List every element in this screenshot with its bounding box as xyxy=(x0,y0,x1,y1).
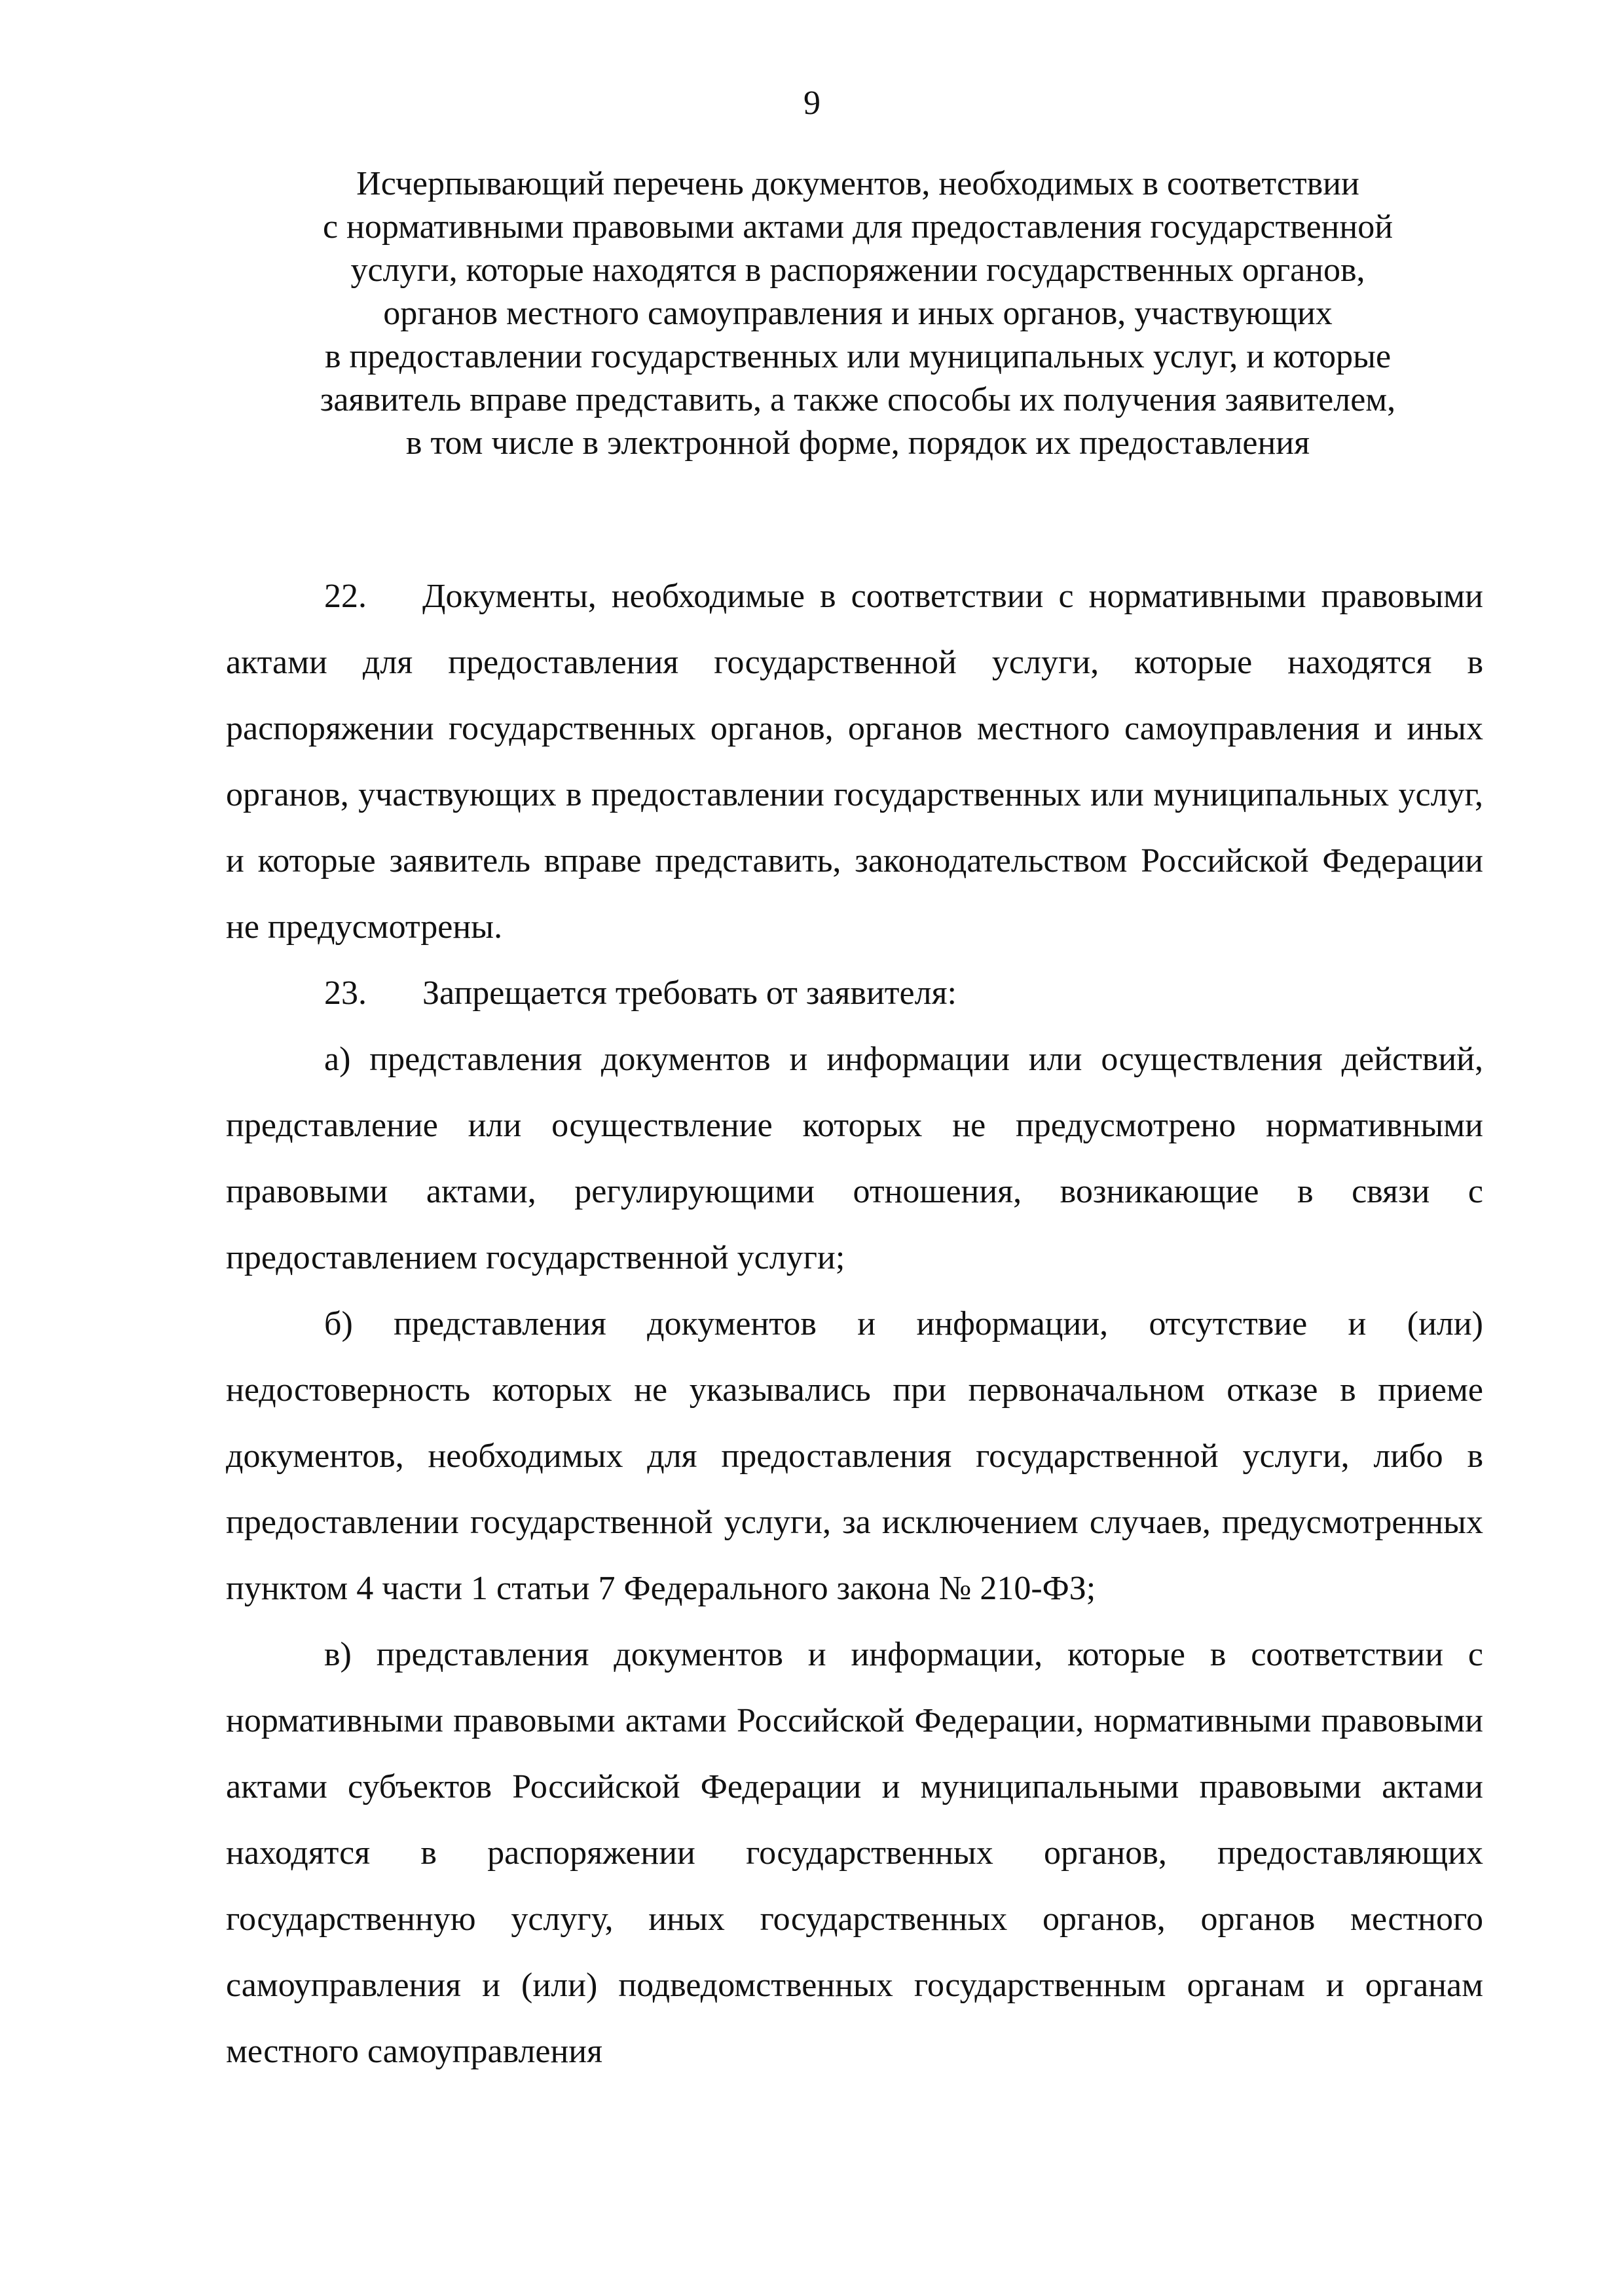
heading-line: Исчерпывающий перечень документов, необходимых в соответствии xyxy=(356,165,1359,202)
paragraph-number: 23. xyxy=(324,974,367,1012)
heading-line: с нормативными правовыми актами для предоставления государственной xyxy=(322,208,1393,246)
heading-line: в том числе в электронной форме, порядок их предоставления xyxy=(405,424,1310,462)
heading-line: в предоставлении государственных или муниципальных услуг, и которые xyxy=(324,338,1392,375)
heading-line: услуги, которые находятся в распоряжении государственных органов, xyxy=(350,251,1365,289)
section-heading xyxy=(216,162,1500,465)
paragraph-text: Запрещается требовать от заявителя: xyxy=(422,974,957,1012)
subparagraph-v: в) представления документов и информации, которые в соответствии с нормативными правовыми актами Российской Федерации, нормативными правовыми актами субъектов Российской Федерации и муниципальными правовыми актами находятся в распоряжении государственных органов, предоставляющих государственную услугу, иных государственных органов, органов местного самоуправления и (или) подведомственных государственным органам и органам местного самоуправления xyxy=(226,1636,1483,2070)
document-body xyxy=(226,563,1483,2084)
paragraph-22 xyxy=(226,563,1483,960)
heading-line: заявитель вправе представить, а также способы их получения заявителем, xyxy=(320,381,1396,418)
subparagraph-b: б) представления документов и информации, отсутствие и (или) недостоверность которых не указывались при первоначальном отказе в приеме документов, необходимых для предоставления государственной услуги, либо в предоставлении государственной услуги, за исключением случаев, предусмотренных пунктом 4 части 1 статьи 7 Федерального закона № 210-ФЗ; xyxy=(226,1305,1483,1607)
page-number: 9 xyxy=(803,84,821,122)
paragraph-23 xyxy=(226,960,1483,1026)
subparagraph-a: а) представления документов и информации или осуществления действий, представление или осуществление которых не предусмотрено нормативными правовыми актами, регулирующими отношения, возникающие в связи с предоставлением государственной услуги; xyxy=(226,1041,1483,1276)
paragraph-text: Документы, необходимые в соответствии с нормативными правовыми актами для предоставления государственной услуги, которые находятся в распоряжении государственных органов, органов местного самоуправления и иных органов, участвующих в предоставлении государственных или муниципальных услуг, и которые заявитель вправе представить, законодательством Российской Федерации не предусмотрены. xyxy=(226,578,1483,946)
heading-line: органов местного самоуправления и иных органов, участвующих xyxy=(383,295,1333,332)
paragraph-number: 22. xyxy=(324,578,367,615)
